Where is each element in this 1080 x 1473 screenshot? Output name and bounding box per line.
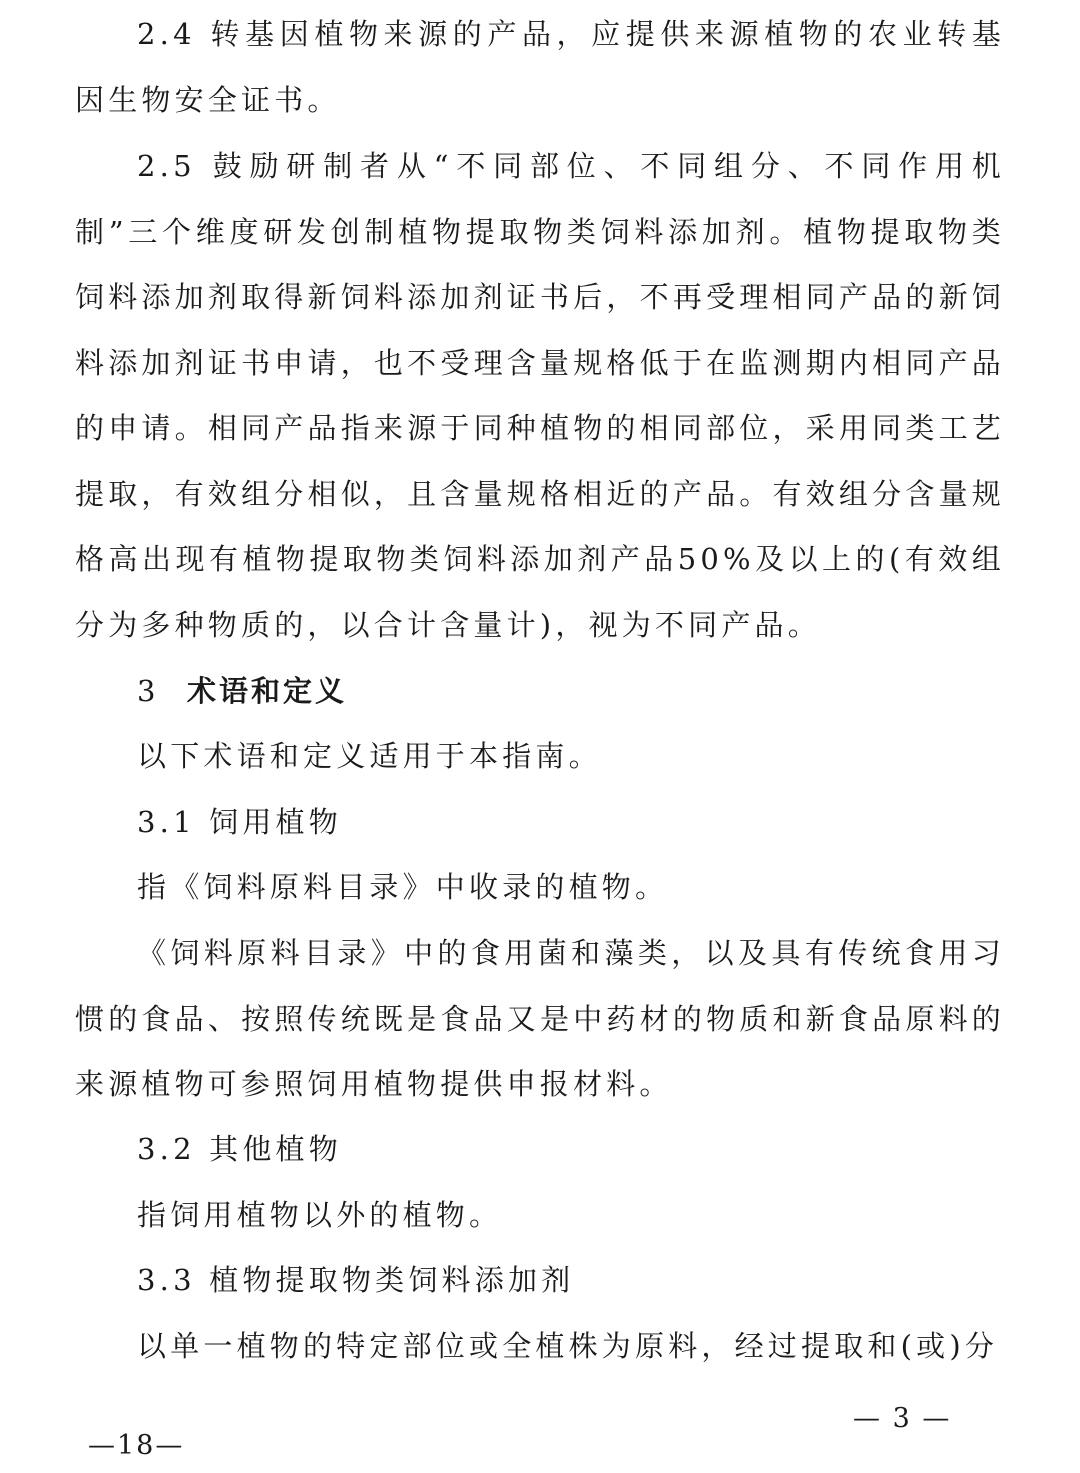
page-number-left: —18— (88, 1430, 185, 1461)
paragraph-2-5: 2.5 鼓励研制者从“不同部位、不同组分、不同作用机制”三个维度研发创制植物提取物类饲料添加剂。植物提取物类饲料添加剂取得新饲料添加剂证书后，不再受理相同产品的新饲料添加剂证书申请，也不受理含量规格低于在监测期内相同产品的申请。相同产品指来源于同种植物的相同部位，采用同类工艺提取，有效组分相似，且含量规格相近的产品。有效组分含量规格高出现有植物提取物类饲料添加剂产品50%及以上的(有效组分为多种物质的，以合计含量计)，视为不同产品。 (75, 149, 1005, 642)
paragraph-2-4: 2.4 转基因植物来源的产品，应提供来源植物的农业转基因生物安全证书。 (75, 17, 1005, 117)
document-page (75, 0, 1005, 1473)
paragraph-3-1-note: 《饲料原料目录》中的食用菌和藻类，以及具有传统食用习惯的食品、按照传统既是食品又是中药材的物质和新食品原料的来源植物可参照饲用植物提供申报材料。 (75, 936, 1005, 1101)
section-number: 3 (137, 674, 159, 708)
subsection-heading-3-3: 3.3 植物提取物类饲料添加剂 (137, 1263, 575, 1297)
subsection-heading-3-1: 3.1 饲用植物 (137, 805, 342, 839)
paragraph-3-2-definition: 指饲用植物以外的植物。 (137, 1198, 503, 1232)
section-title: 术语和定义 (187, 674, 348, 708)
intro-line: 以下术语和定义适用于本指南。 (137, 739, 602, 773)
section-heading-3 (137, 659, 347, 725)
subsection-heading-3-2: 3.2 其他植物 (137, 1132, 342, 1166)
paragraph-3-3-definition: 以单一植物的特定部位或全植株为原料，经过提取和(或)分 (137, 1329, 999, 1363)
paragraph-3-1-definition: 指《饲料原料目录》中收录的植物。 (137, 870, 669, 904)
page-number-right: — 3 — (853, 1403, 952, 1434)
